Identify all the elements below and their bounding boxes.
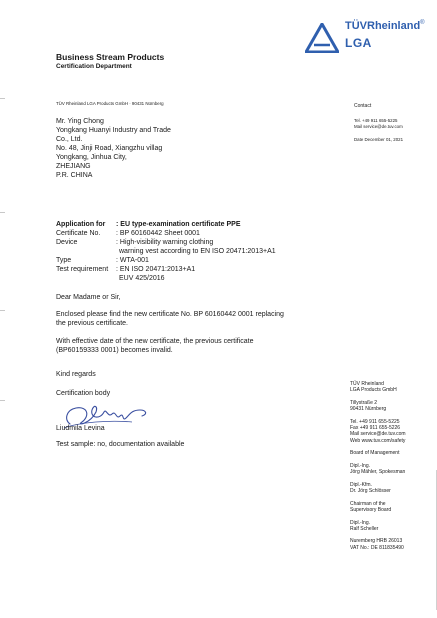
- address-line: Yongkang Huanyi Industry and Trade: [56, 127, 171, 134]
- sidebar-line: Ralf Scheller: [350, 525, 379, 532]
- sidebar-line: 90431 Nürnberg: [350, 406, 387, 413]
- company-sidebar: [350, 381, 406, 551]
- logo-wordmark: TÜVRheinland®: [345, 20, 425, 32]
- certificate-label: Certificate No.: [56, 230, 101, 237]
- fold-mark: [0, 212, 5, 213]
- contact-label: Contact: [354, 103, 372, 109]
- sidebar-line: Nuremberg HRB 26013: [350, 538, 403, 545]
- department-name: Certification Department: [56, 63, 132, 70]
- paragraph-1-line-1: Enclosed please find the new certificate No. BP 60160442 0001 replacing: [56, 311, 284, 318]
- application-label: Application for: [56, 221, 106, 228]
- sidebar-line: VAT No.: DE 811835490: [350, 544, 404, 551]
- signer-name: Liudmila Levina: [56, 425, 105, 432]
- address-line: No. 48, Jinji Road, Xiangzhu villag: [56, 145, 163, 152]
- sidebar-line: Tillystraße 2: [350, 399, 378, 406]
- paragraph-2-line-2: (BP60159333 0001) becomes invalid.: [56, 347, 173, 354]
- sidebar-line: Dr. Jörg Schlösser: [350, 488, 391, 495]
- certificate-value: : BP 60160442 Sheet 0001: [116, 230, 200, 237]
- company-name: Business Stream Products: [56, 52, 165, 62]
- fold-mark: [0, 98, 5, 99]
- address-line: Mr. Ying Chong: [56, 118, 104, 125]
- type-value: : WTA-001: [116, 257, 149, 264]
- application-value: : EU type-examination certificate PPE: [116, 221, 241, 228]
- test-sample-note: Test sample: no, documentation available: [56, 441, 185, 448]
- address-line: ZHEJIANG: [56, 163, 91, 170]
- fold-mark: [0, 400, 5, 401]
- address-line: Co., Ltd.: [56, 136, 83, 143]
- paragraph-2-line-1: With effective date of the new certificate, the previous certificate: [56, 338, 254, 345]
- letter-date: Date December 01, 2021: [354, 137, 404, 142]
- sidebar-line: Jörg Mähler, Spokesman: [350, 469, 406, 476]
- device-label: Device: [56, 239, 78, 246]
- address-line: Yongkang, Jinhua City,: [56, 154, 127, 161]
- sidebar-line: Dipl.-Ing.: [350, 519, 371, 526]
- triangle-logo-icon: [305, 23, 339, 53]
- salutation: Dear Madame or Sir,: [56, 294, 121, 301]
- sidebar-line: Supervisory Board: [350, 506, 392, 513]
- sidebar-line: Dipl.-Kfm.: [350, 481, 372, 488]
- type-label: Type: [56, 257, 72, 264]
- device-value: : High-visibility warning clothing: [116, 239, 214, 246]
- sidebar-line: Mail service@de.tuv.com: [350, 431, 406, 438]
- test-requirement-label: Test requirement: [56, 266, 109, 273]
- device-value-cont: warning vest according to EN ISO 20471:2013+A1: [119, 248, 276, 255]
- contact-mail: Mail service@de.tuv.com: [354, 124, 403, 129]
- sidebar-line: Fax +49 911 655-5226: [350, 425, 401, 432]
- sidebar-line: Dipl.-Ing.: [350, 462, 371, 469]
- test-requirement-value-cont: EUV 425/2016: [119, 275, 165, 282]
- sender-line: TÜV Rheinland LGA Products GmbH · 90431 Nürnberg: [56, 101, 164, 106]
- recipient-address: [56, 117, 171, 180]
- sidebar-line: Chairman of the: [350, 500, 386, 507]
- sidebar-line: Tel. +49 911 655-5225: [350, 418, 400, 425]
- test-requirement-value: : EN ISO 20471:2013+A1: [116, 266, 196, 273]
- logo-lga: LGA: [345, 36, 372, 50]
- address-line: P.R. CHINA: [56, 172, 93, 179]
- sidebar-line: Board of Management: [350, 450, 400, 457]
- sidebar-line: Web www.tuv.com/safety: [350, 437, 406, 444]
- tuv-logo: [305, 18, 425, 58]
- sidebar-line: TÜV Rheinland: [350, 381, 384, 387]
- fold-mark: [0, 310, 5, 311]
- contact-tel: Tel. +49 911 655-5225: [354, 118, 398, 123]
- sidebar-line: LGA Products GmbH: [350, 387, 397, 394]
- certification-body: Certification body: [56, 390, 111, 397]
- kind-regards: Kind regards: [56, 371, 96, 378]
- paragraph-1-line-2: the previous certificate.: [56, 320, 128, 327]
